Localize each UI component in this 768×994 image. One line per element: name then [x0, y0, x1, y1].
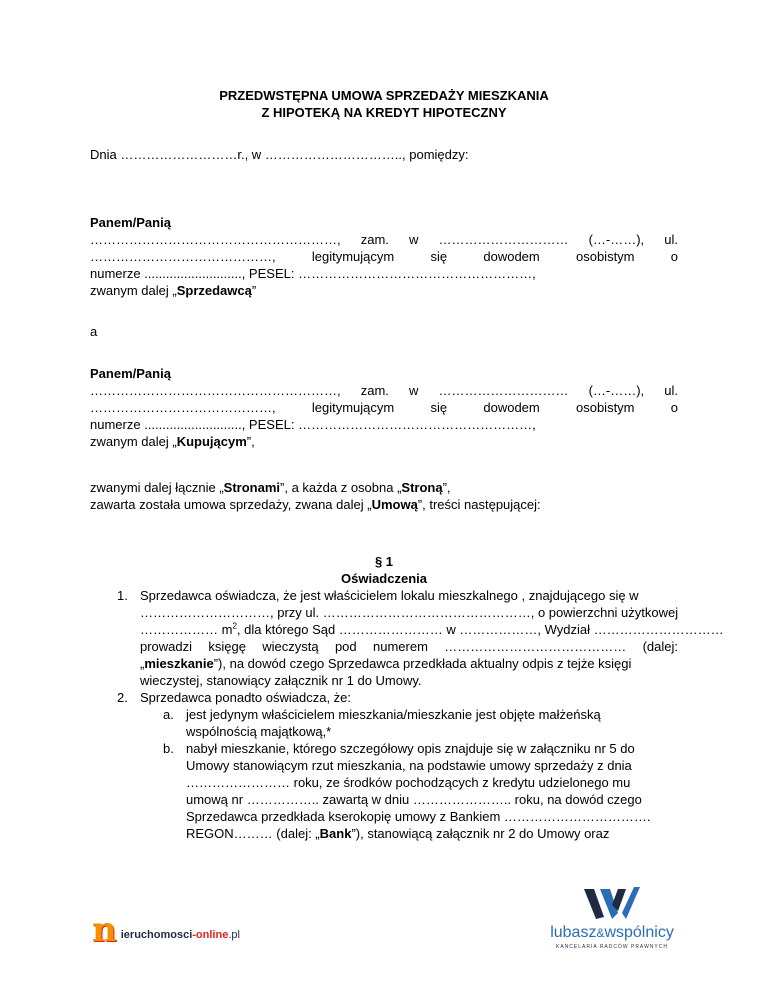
- buyer-line3: numerze ..........................., PESEL: ………………………………………………,: [90, 417, 536, 432]
- point2b-line4: umową nr …………….. zawartą w dniu ………………….. roku, na dowód czego: [186, 792, 642, 807]
- seller-line4: zwanym dalej „Sprzedawcą”: [90, 283, 257, 298]
- point2b-line1: nabył mieszkanie, którego szczegółowy opis znajduje się w załączniku nr 5 do: [186, 741, 635, 756]
- section-heading: Oświadczenia: [341, 571, 427, 586]
- buyer-heading: Panem/Panią: [90, 366, 171, 381]
- point2b-line2: Umowy stanowiącym rzut mieszkania, na podstawie umowy sprzedaży z dnia: [186, 758, 632, 773]
- section-number: § 1: [374, 554, 394, 569]
- point2a-letter: a.: [163, 707, 174, 722]
- seller-line2: ……………………………………, legitymującym się dowodem osobistym o: [90, 249, 678, 264]
- point1-line2: …………………………, przy ul. …………………………………………, o powierzchni użytkowej: [140, 605, 679, 620]
- point2-number: 2.: [117, 690, 128, 705]
- buyer-defined-term: Kupującym: [176, 434, 247, 449]
- lubasz-w-mark-icon: [582, 885, 642, 923]
- point2b-line6: REGON……… (dalej: „Bank”), stanowiącą załącznik nr 2 do Umowy oraz: [186, 826, 610, 841]
- doc-title-line1: PRZEDWSTĘPNA UMOWA SPRZEDAŻY MIESZKANIA: [219, 88, 549, 103]
- buyer-line1: …………………………………………………, zam. w ………………………… (…-……), ul.: [90, 383, 678, 398]
- point2a-line1: jest jedynym właścicielem mieszkania/mieszkanie jest objęte małżeńską: [186, 707, 601, 722]
- seller-defined-term: Sprzedawcą: [176, 283, 252, 298]
- doc-title-line2: Z HIPOTEKĄ NA KREDYT HIPOTECZNY: [261, 105, 507, 120]
- lubasz-wspolnicy-logo: lubasz&wspólnicy KANCELARIA RADCÓW PRAWNYCH: [544, 885, 680, 951]
- point1-line6: wieczystej, stanowiący załącznik nr 1 do Umowy.: [140, 673, 422, 688]
- point2b-letter: b.: [163, 741, 174, 756]
- point1-line1: Sprzedawca oświadcza, że jest właścicielem lokalu mieszkalnego , znajdującego się w: [140, 588, 639, 603]
- point2a-line2: wspólnością majątkową,*: [186, 724, 332, 739]
- buyer-line4: zwanym dalej „Kupującym”,: [90, 434, 255, 449]
- point1-line5: „mieszkanie”), na dowód czego Sprzedawca przedkłada aktualny odpis z tejże księgi: [140, 656, 632, 671]
- point1-number: 1.: [117, 588, 128, 603]
- nieruchomosci-online-logo: n ieruchomosci-online.pl: [92, 910, 240, 950]
- point1-line3: ……………… $m^2$, dla którego Sąd …………………… w ………………, Wydział …………………………: [140, 621, 724, 637]
- point1-line4: prowadzi księgę wieczystą pod numerem …………………………………… (dalej:: [140, 639, 678, 654]
- parties-line1: zwanymi dalej łącznie „Stronami”, a każda z osobna „Stroną”,: [90, 480, 451, 495]
- point2b-line5: Sprzedawca przedkłada kserokopię umowy z Bankiem …………………………….: [186, 809, 651, 824]
- point2b-line3: …………………… roku, ze środków pochodzących z kredytu udzielonego mu: [186, 775, 631, 790]
- seller-line3: numerze ..........................., PESEL: ………………………………………………,: [90, 266, 536, 281]
- parties-line2: zawarta została umowa sprzedaży, zwana dalej „Umową”, treści następującej:: [90, 497, 541, 512]
- seller-line1: …………………………………………………, zam. w ………………………… (…-……), ul.: [90, 232, 678, 247]
- buyer-line2: ……………………………………, legitymującym się dowodem osobistym o: [90, 400, 678, 415]
- and-separator: a: [90, 324, 98, 339]
- logo-n-mark: n: [92, 910, 117, 950]
- intro-line: Dnia ………………………r., w ………………………….., pomiędzy:: [90, 147, 469, 162]
- lubasz-subtitle: KANCELARIA RADCÓW PRAWNYCH: [556, 944, 668, 950]
- seller-heading: Panem/Panią: [90, 215, 171, 230]
- point2-line1: Sprzedawca ponadto oświadcza, że:: [140, 690, 352, 705]
